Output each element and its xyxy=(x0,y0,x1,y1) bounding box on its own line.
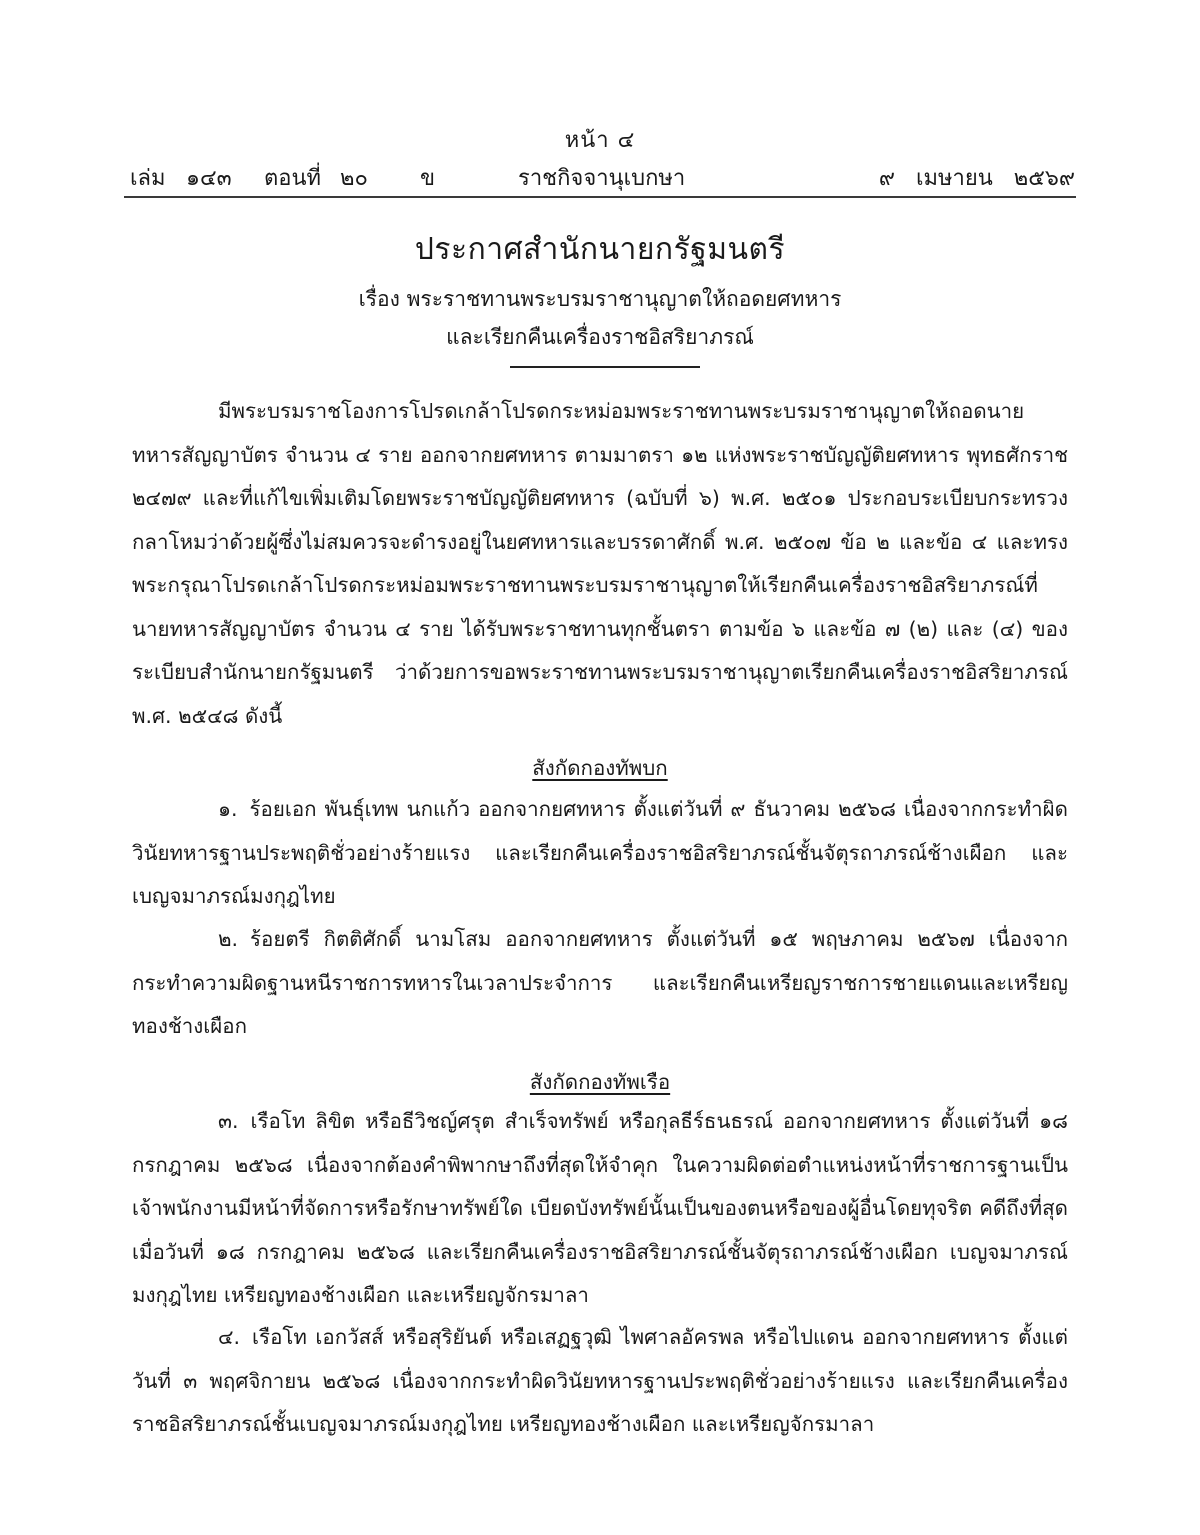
issue-suffix: ข xyxy=(420,166,436,191)
list-item xyxy=(132,918,1068,1049)
subject-line-2: และเรียกคืนเครื่องราชอิสริยาภรณ์ xyxy=(446,325,754,349)
document-title: ประกาศสำนักนายกรัฐมนตรี xyxy=(414,232,786,267)
issue-number: ๒๐ xyxy=(340,166,368,191)
list-item xyxy=(132,788,1068,919)
issue-label: ตอนที่ xyxy=(264,166,322,191)
item-number: ๔. xyxy=(218,1325,241,1349)
item-text: ร้อยเอก พันธุ์เทพ นกแก้ว ออกจากยศทหาร ตั้งแต่วันที่ ๙ ธันวาคม ๒๕๖๘ เนื่องจากกระทำผิดวินัยทหารฐานประพฤติชั่วอย่างร้ายแรง และเรียกคืนเครื่องราชอิสริยาภรณ์ชั้นจัตุรถาภรณ์ช้างเผือก และเบญจมาภรณ์มงกุฎไทย xyxy=(132,797,1068,908)
title-divider xyxy=(510,366,700,368)
item-text: ร้อยตรี กิตติศักดิ์ นามโสม ออกจากยศทหาร ตั้งแต่วันที่ ๑๕ พฤษภาคม ๒๕๖๗ เนื่องจากกระทำความผิดฐานหนีราชการทหารในเวลาประจำการ และเรียกคืนเหรียญราชการชายแดนและเหรียญทองช้างเผือก xyxy=(132,927,1068,1038)
item-number: ๑. xyxy=(218,797,238,821)
intro-paragraph: มีพระบรมราชโองการโปรดเกล้าโปรดกระหม่อมพระราชทานพระบรมราชานุญาตให้ถอดนายทหารสัญญาบัตร จำนวน ๔ ราย ออกจากยศทหาร ตามมาตรา ๑๒ แห่งพระราชบัญญัติยศทหาร พุทธศักราช ๒๔๗๙ และที่แก้ไขเพิ่มเติมโดยพระราชบัญญัติยศทหาร (ฉบับที่ ๖) พ.ศ. ๒๕๐๑ ประกอบระเบียบกระทรวงกลาโหมว่าด้วยผู้ซึ่งไม่สมควรจะดำรงอยู่ในยศทหารและบรรดาศักดิ์ พ.ศ. ๒๕๐๗ ข้อ ๒ และข้อ ๔ และทรงพระกรุณาโปรดเกล้าโปรดกระหม่อมพระราชทานพระบรมราชานุญาตให้เรียกคืนเครื่องราชอิสริยาภรณ์ที่นายทหารสัญญาบัตร จำนวน ๔ ราย ได้รับพระราชทานทุกชั้นตรา ตามข้อ ๖ และข้อ ๗ (๒) และ (๔) ของระเบียบสำนักนายกรัฐมนตรี ว่าด้วยการขอพระราชทานพระบรมราชานุญาตเรียกคืนเครื่องราชอิสริยาภรณ์ พ.ศ. ๒๕๔๘ ดังนี้ xyxy=(132,399,1068,728)
item-number: ๒. xyxy=(218,927,239,951)
subject-line-1: เรื่อง พระราชทานพระบรมราชานุญาตให้ถอดยศทหาร xyxy=(358,287,842,311)
header-divider xyxy=(124,196,1076,198)
item-text: เรือโท ลิขิต หรือธีวิชญ์ศรุต สำเร็จทรัพย์ หรือกุลธีร์ธนธรณ์ ออกจากยศทหาร ตั้งแต่วันที่ ๑๘ กรกฎาคม ๒๕๖๘ เนื่องจากต้องคำพิพากษาถึงที่สุดให้จำคุก ในความผิดต่อตำแหน่งหน้าที่ราชการฐานเป็นเจ้าพนักงานมีหน้าที่จัดการหรือรักษาทรัพย์ใด เบียดบังทรัพย์นั้นเป็นของตนหรือของผู้อื่นโดยทุจริต คดีถึงที่สุด เมื่อวันที่ ๑๘ กรกฎาคม ๒๕๖๘ และเรียกคืนเครื่องราชอิสริยาภรณ์ชั้นจัตุรถาภรณ์ช้างเผือก เบญจมาภรณ์มงกุฎไทย เหรียญทองช้างเผือก และเหรียญจักรมาลา xyxy=(132,1109,1068,1307)
section-heading-label: สังกัดกองทัพเรือ xyxy=(529,1070,671,1094)
section-heading-label: สังกัดกองทัพบก xyxy=(532,756,668,780)
publication-date: ๙ เมษายน ๒๕๖๙ xyxy=(878,166,1075,191)
section-heading-army xyxy=(0,752,1200,785)
volume-label: เล่ม xyxy=(130,166,166,191)
item-text: เรือโท เอกวัสส์ หรือสุริยันต์ หรือเสฏฐวุฒิ ไพศาลอัครพล หรือไปแดน ออกจากยศทหาร ตั้งแต่วันที่ ๓ พฤศจิกายน ๒๕๖๘ เนื่องจากกระทำผิดวินัยทหารฐานประพฤติชั่วอย่างร้ายแรง และเรียกคืนเครื่องราชอิสริยาภรณ์ชั้นเบญจมาภรณ์มงกุฎไทย เหรียญทองช้างเผือก และเหรียญจักรมาลา xyxy=(132,1325,1068,1436)
section-heading-navy xyxy=(0,1066,1200,1099)
gazette-name: ราชกิจจานุเบกษา xyxy=(518,166,686,191)
item-number: ๓. xyxy=(218,1109,239,1133)
document-subject xyxy=(0,280,1200,356)
list-item xyxy=(132,1100,1068,1318)
list-item xyxy=(132,1316,1068,1447)
page-number: หน้า ๔ xyxy=(564,128,636,153)
gazette-header xyxy=(130,160,1075,194)
volume-number: ๑๔๓ xyxy=(186,166,232,191)
